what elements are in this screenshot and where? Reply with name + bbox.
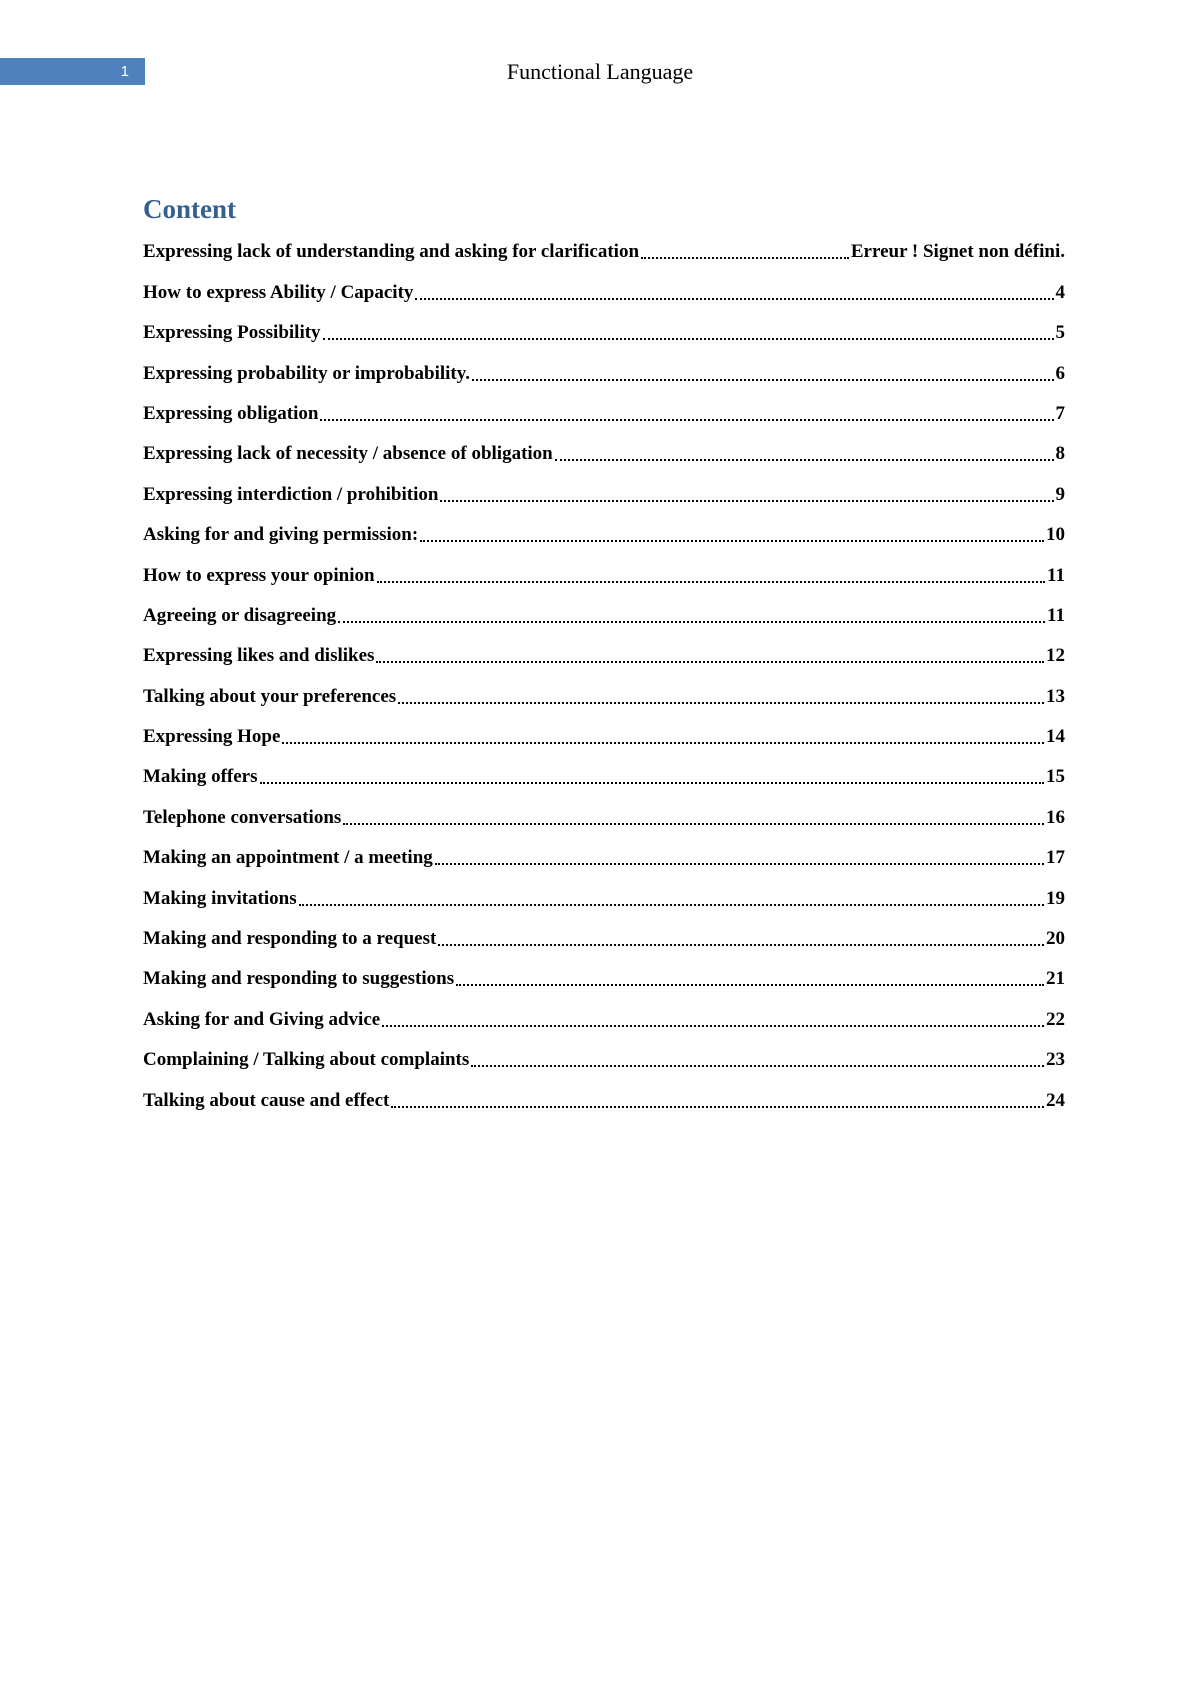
- toc-dot-leader: [320, 419, 1053, 421]
- page-number-bar: [0, 58, 145, 85]
- toc-entry-title: Agreeing or disagreeing: [143, 604, 337, 626]
- toc-dot-leader: [420, 540, 1044, 542]
- toc-dot-leader: [376, 661, 1044, 663]
- toc-dot-leader: [260, 782, 1044, 784]
- toc-entry[interactable]: [143, 715, 1065, 755]
- toc-entry[interactable]: [143, 917, 1065, 957]
- running-title: Functional Language: [506, 59, 694, 84]
- toc-dot-leader: [299, 904, 1044, 906]
- toc-entry-page: 19: [1046, 887, 1065, 909]
- toc-entry-title: Making an appointment / a meeting: [143, 847, 433, 869]
- toc-entry[interactable]: [143, 957, 1065, 997]
- toc-dot-leader: [415, 298, 1053, 300]
- toc-entry[interactable]: [143, 432, 1065, 472]
- toc-entry[interactable]: [143, 755, 1065, 795]
- toc-entry-title: Expressing likes and dislikes: [143, 645, 375, 667]
- toc-entry[interactable]: [143, 472, 1065, 512]
- toc-entry-title: Asking for and Giving advice: [143, 1008, 381, 1030]
- toc-entry-page: 23: [1046, 1049, 1065, 1071]
- toc-entry-page: 8: [1055, 443, 1065, 465]
- toc-dot-leader: [382, 1025, 1044, 1027]
- toc-entry-page: 21: [1046, 968, 1065, 990]
- toc-entry[interactable]: [143, 795, 1065, 835]
- toc-dot-leader: [456, 984, 1044, 986]
- toc-entry-title: Expressing interdiction / prohibition: [143, 483, 439, 505]
- toc-entry[interactable]: [143, 230, 1065, 270]
- toc-dot-leader: [323, 338, 1054, 340]
- toc-entry[interactable]: [143, 1038, 1065, 1078]
- toc-entry-title: Talking about cause and effect: [143, 1089, 390, 1111]
- toc-dot-leader: [438, 944, 1044, 946]
- toc-entry-page: 16: [1046, 806, 1065, 828]
- toc-entry[interactable]: [143, 594, 1065, 634]
- toc-entry-page: 7: [1055, 402, 1065, 424]
- toc-dot-leader: [435, 863, 1044, 865]
- toc-entry[interactable]: [143, 836, 1065, 876]
- toc-entry[interactable]: [143, 674, 1065, 714]
- toc-entry[interactable]: [143, 997, 1065, 1037]
- toc-entry[interactable]: [143, 1078, 1065, 1118]
- toc-entry[interactable]: [143, 392, 1065, 432]
- toc-entry-title: Complaining / Talking about complaints: [143, 1049, 470, 1071]
- toc-entry-title: Making offers: [143, 766, 258, 788]
- toc-entry-title: Expressing lack of understanding and asking for clarification: [143, 241, 640, 263]
- toc-entry-page: 20: [1046, 928, 1065, 950]
- toc-entry-page: 14: [1046, 726, 1065, 748]
- toc-dot-leader: [391, 1106, 1044, 1108]
- toc-entry-page: 24: [1046, 1089, 1065, 1111]
- toc-dot-leader: [472, 379, 1054, 381]
- toc-entry[interactable]: [143, 311, 1065, 351]
- toc-entry[interactable]: [143, 513, 1065, 553]
- toc-entry[interactable]: [143, 876, 1065, 916]
- toc-entry-page: 13: [1046, 685, 1065, 707]
- toc-entry-page: 12: [1046, 645, 1065, 667]
- toc-dot-leader: [398, 702, 1044, 704]
- table-of-contents: [143, 190, 1065, 1119]
- toc-entry-title: Talking about your preferences: [143, 685, 397, 707]
- toc-entry-page: 5: [1055, 322, 1065, 344]
- toc-dot-leader: [377, 581, 1045, 583]
- toc-dot-leader: [641, 257, 849, 259]
- toc-dot-leader: [282, 742, 1044, 744]
- toc-entry[interactable]: [143, 351, 1065, 391]
- toc-dot-leader: [555, 459, 1054, 461]
- toc-dot-leader: [338, 621, 1045, 623]
- toc-entry-page: 9: [1055, 483, 1065, 505]
- page-number: 1: [120, 63, 129, 80]
- toc-entry-page: 11: [1047, 604, 1065, 626]
- toc-list: [143, 230, 1065, 1119]
- toc-entry-title: Making invitations: [143, 887, 297, 909]
- toc-entry-title: Asking for and giving permission:: [143, 524, 419, 546]
- toc-dot-leader: [343, 823, 1044, 825]
- toc-entry-page: 4: [1055, 281, 1065, 303]
- toc-entry-page: 11: [1047, 564, 1065, 586]
- toc-entry-title: Expressing Hope: [143, 726, 281, 748]
- toc-entry-page: 15: [1046, 766, 1065, 788]
- toc-entry-page: 22: [1046, 1008, 1065, 1030]
- toc-entry-title: Expressing probability or improbability.: [143, 362, 470, 384]
- toc-heading: Content: [143, 194, 236, 224]
- toc-entry-title: Telephone conversations: [143, 806, 342, 828]
- toc-dot-leader: [440, 500, 1053, 502]
- toc-entry-page: 10: [1046, 524, 1065, 546]
- toc-entry-title: Making and responding to suggestions: [143, 968, 455, 990]
- toc-entry-title: How to express Ability / Capacity: [143, 281, 414, 303]
- toc-entry-title: Expressing lack of necessity / absence of obligation: [143, 443, 553, 465]
- toc-dot-leader: [471, 1065, 1044, 1067]
- toc-entry-page: Erreur ! Signet non défini.: [850, 241, 1065, 263]
- toc-entry-title: Expressing Possibility: [143, 322, 321, 344]
- toc-entry[interactable]: [143, 270, 1065, 310]
- toc-entry-title: How to express your opinion: [143, 564, 375, 586]
- toc-entry-page: 6: [1055, 362, 1065, 384]
- toc-entry-title: Expressing obligation: [143, 402, 319, 424]
- toc-entry[interactable]: [143, 634, 1065, 674]
- toc-entry-title: Making and responding to a request: [143, 928, 437, 950]
- toc-entry[interactable]: [143, 553, 1065, 593]
- toc-entry-page: 17: [1046, 847, 1065, 869]
